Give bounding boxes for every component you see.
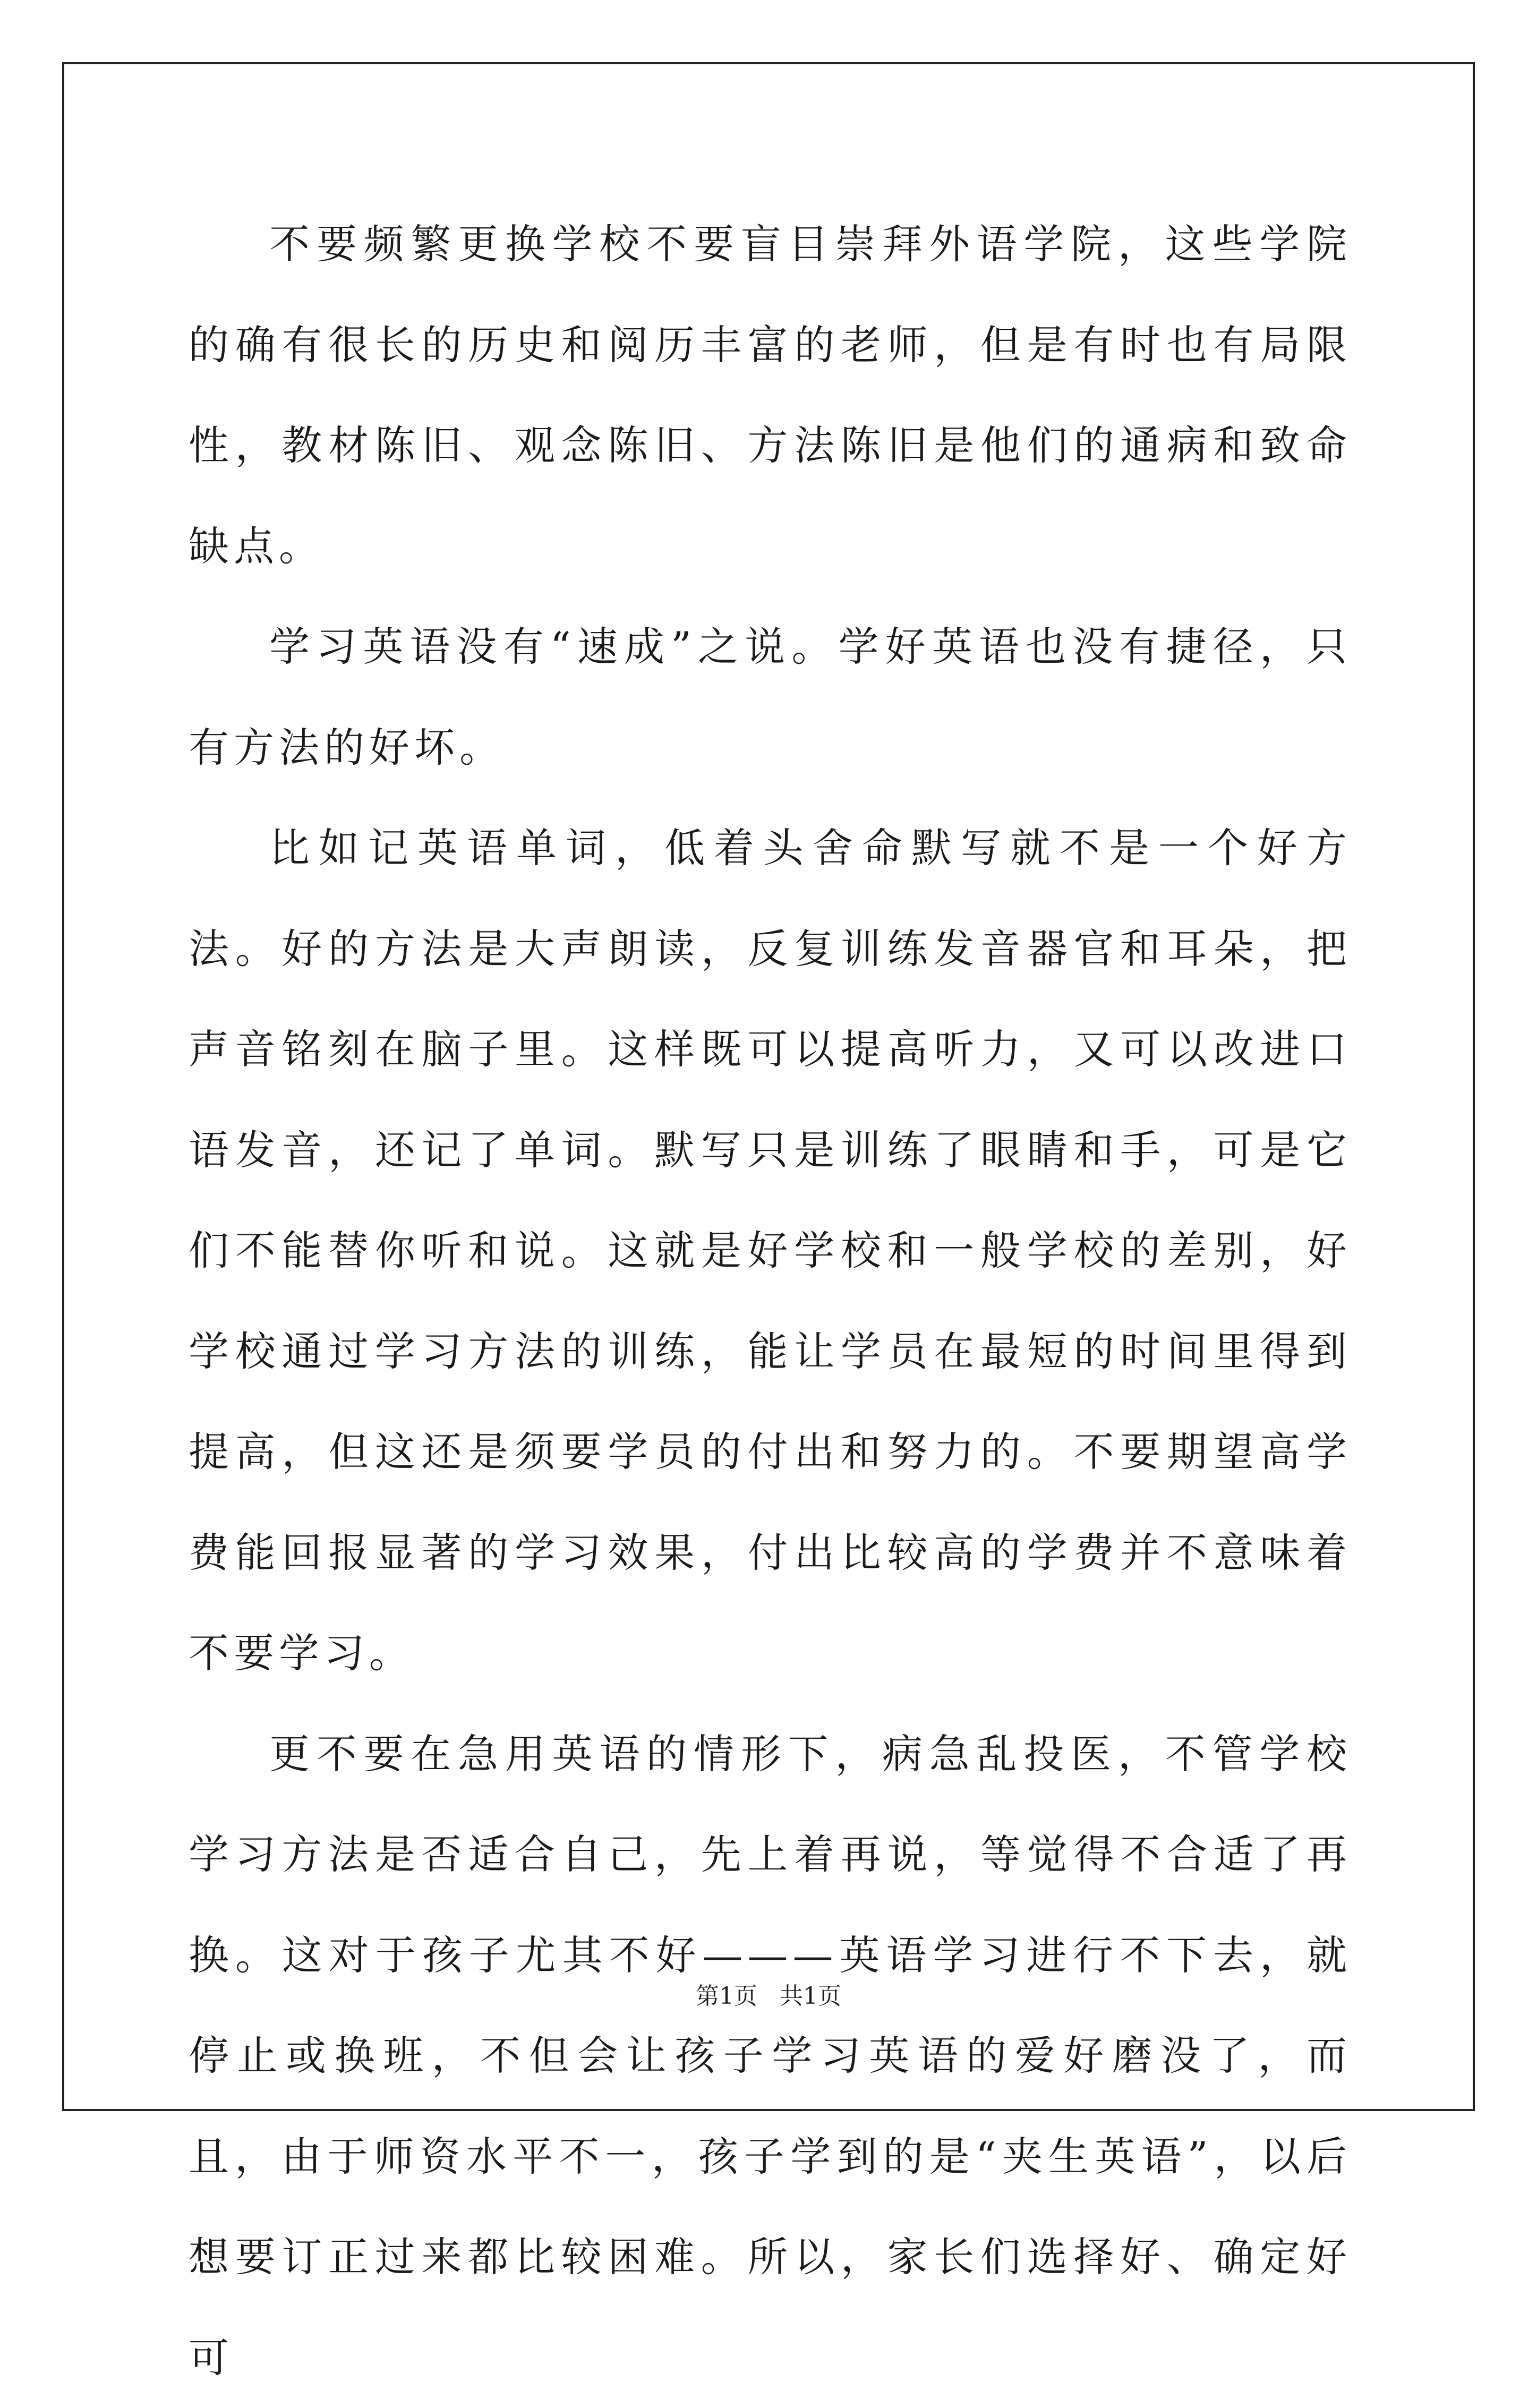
- document-body: [189, 194, 1352, 2408]
- paragraph: 比如记英语单词，低着头舍命默写就不是一个好方法。好的方法是大声朗读，反复训练发音器官和耳朵，把声音铭刻在脑子里。这样既可以提高听力，又可以改进口语发音，还记了单词。默写只是训练了眼睛和手，可是它们不能替你听和说。这就是好学校和一般学校的差别，好学校通过学习方法的训练，能让学员在最短的时间里得到提高，但这还是须要学员的付出和努力的。不要期望高学费能回报显著的学习效果，付出比较高的学费并不意味着不要学习。: [189, 798, 1352, 1704]
- paragraph: 不要频繁更换学校不要盲目崇拜外语学院，这些学院的确有很长的历史和阅历丰富的老师，但是有时也有局限性，教材陈旧、观念陈旧、方法陈旧是他们的通病和致命缺点。: [189, 194, 1352, 596]
- page-number-footer: 第1页 共1页: [0, 1977, 1537, 2011]
- paragraph: 更不要在急用英语的情形下，病急乱投医，不管学校学习方法是否适合自己，先上着再说，等觉得不合适了再换。这对于孩子尤其不好———英语学习进行不下去，就停止或换班，不但会让孩子学习英语的爱好磨没了，而且，由于师资水平不一，孩子学到的是“夹生英语”，以后想要订正过来都比较困难。所以，家长们选择好、确定好可: [189, 1704, 1352, 2408]
- paragraph: 学习英语没有“速成”之说。学好英语也没有捷径，只有方法的好坏。: [189, 596, 1352, 798]
